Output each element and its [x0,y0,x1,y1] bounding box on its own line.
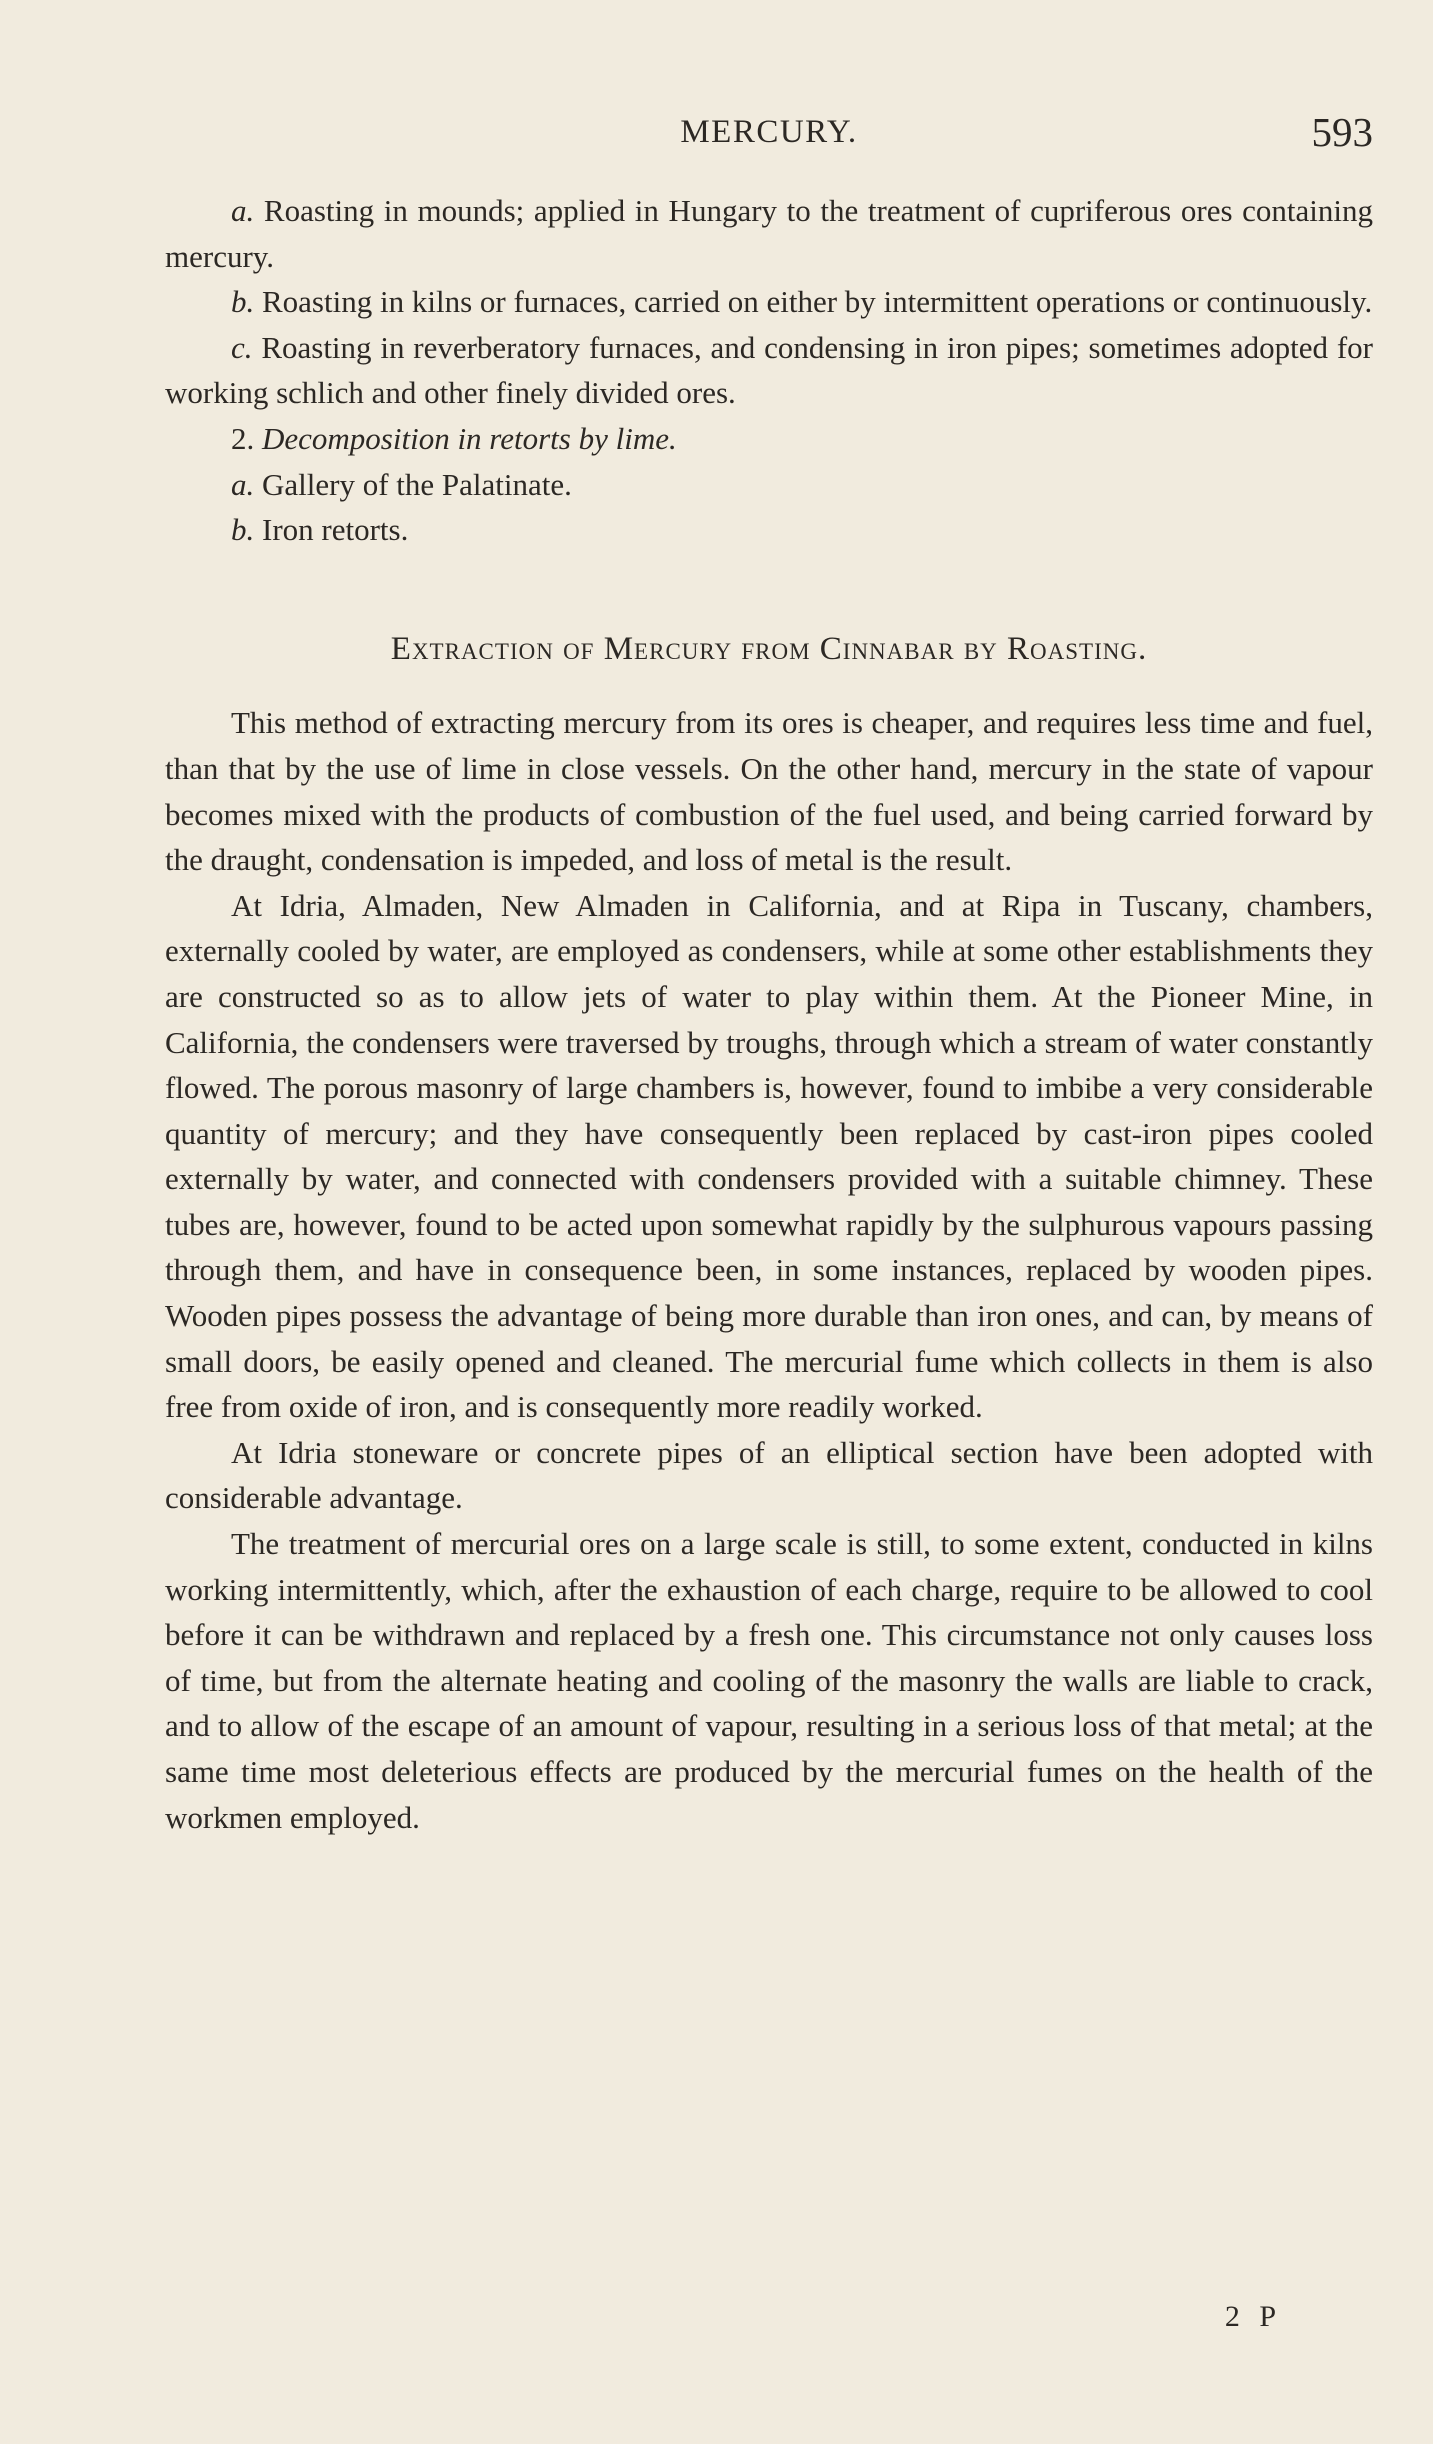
running-title: MERCURY. [680,114,858,150]
list-marker: 2. [231,420,255,456]
list-item [165,279,1373,325]
list-item [165,325,1373,416]
list-marker: b. [231,512,255,548]
list-item [165,188,1373,279]
page-header [165,108,1373,168]
list-item-text: Gallery of the Palatinate. [262,466,572,502]
list-item-text: Roasting in reverberatory furnaces, and condensing in iron pipes; sometimes adopted for working schlich and other finely divided ores. [165,329,1373,411]
list-marker: c. [231,329,253,365]
page-body [165,188,1373,1840]
section-heading: Extraction of Mercury from Cinnabar by Roasting. [390,630,1148,667]
list-marker: a. [231,466,255,502]
list-item-text: Roasting in mounds; applied in Hungary to the treatment of cupriferous ores containing mercury. [165,193,1374,274]
paragraph: The treatment of mercurial ores on a large scale is still, to some extent, conducted in kilns working intermittently, which, after the exhaustion of each charge, require to be allowed to cool before it can be withdrawn and replaced by a fresh one. This circumstance not only causes loss of time, but from the alternate heating and cooling of the masonry the walls are liable to crack, and to allow of the escape of an amount of vapour, resulting in a serious loss of that metal; at the same time most deleterious effects are produced by the mercurial fumes on the health of the workmen employed. [165,1526,1373,1835]
list-item-text: Iron retorts. [262,512,409,548]
list-item [165,462,1373,508]
signature-mark: 2 P [1224,2300,1282,2333]
paragraph: At Idria stoneware or concrete pipes of an elliptical section have been adopted with considerable advantage. [165,1434,1373,1516]
list-marker: b. [231,284,255,320]
paragraph: At Idria, Almaden, New Almaden in California, and at Ripa in Tuscany, chambers, externally cooled by water, are employed as condensers, while at some other establishments they are constructed so as to allow jets of water to play within them. At the Pioneer Mine, in California, the condensers were traversed by troughs, through which a stream of water constantly flowed. The porous masonry of large chambers is, however, found to imbibe a very considerable quantity of mercury; and they have consequently been replaced by cast-iron pipes cooled externally by water, and connected with condensers provided with a suitable chimney. These tubes are, however, found to be acted upon somewhat rapidly by the sulphurous vapours passing through them, and have in consequence been, in some instances, replaced by wooden pipes. Wooden pipes possess the advantage of being more durable than iron ones, and can, by means of small doors, be easily opened and cleaned. The mercurial fume which collects in them is also free from oxide of iron, and is consequently more readily worked. [165,887,1373,1425]
list-item-text: Roasting in kilns or furnaces, carried on either by intermittent operations or continuously. [262,284,1373,320]
list-item [165,507,1373,553]
page-number: 593 [1311,109,1373,155]
list-item-text: Decomposition in retorts by lime. [262,420,677,456]
list-item [165,416,1373,462]
paragraph: This method of extracting mercury from its ores is cheaper, and requires less time and fuel, than that by the use of lime in close vessels. On the other hand, mercury in the state of vapour becomes mixed with the products of combustion of the fuel used, and being carried forward by the draught, condensation is impeded, and loss of metal is the result. [165,705,1373,878]
list-marker: a. [231,193,255,228]
